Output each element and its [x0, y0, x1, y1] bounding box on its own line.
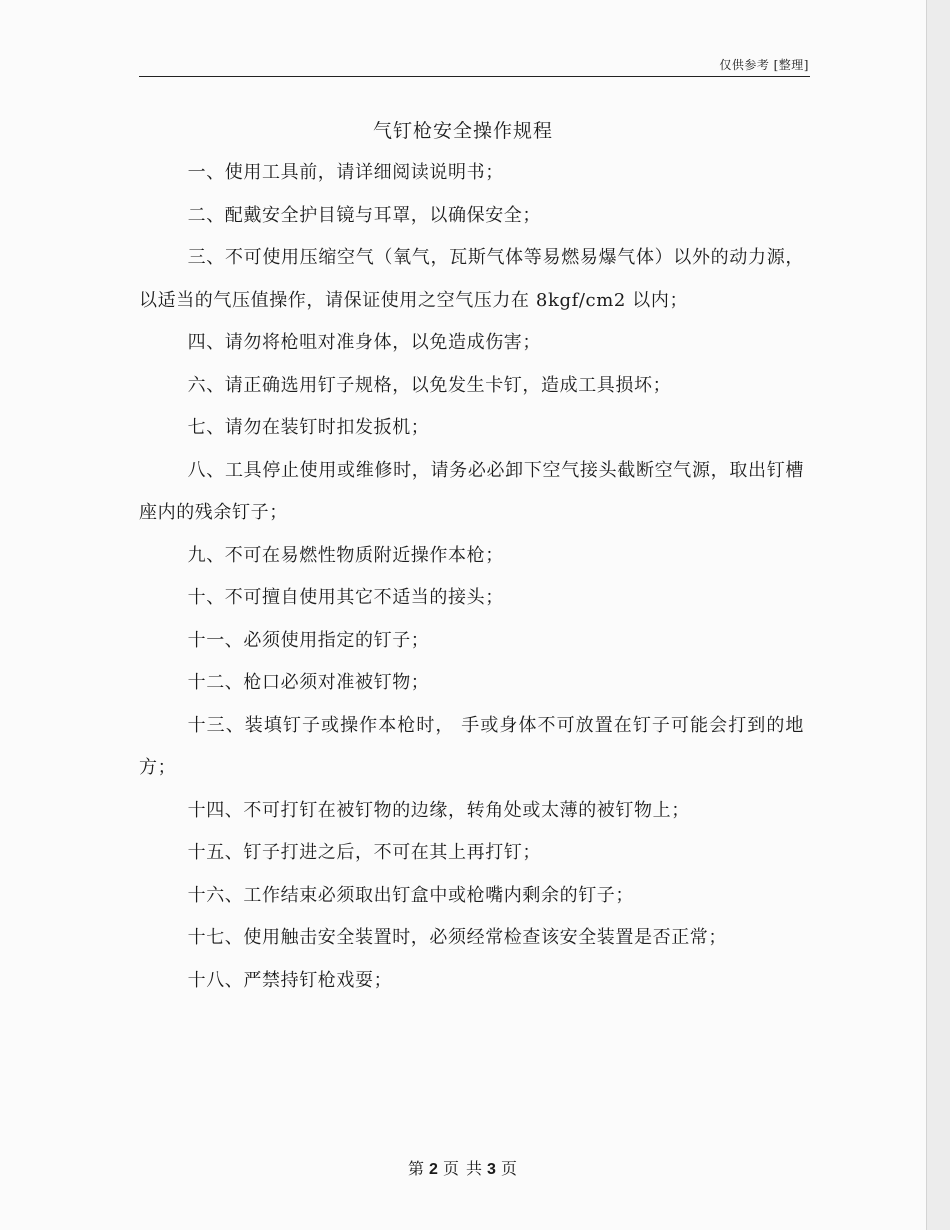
rule-item-6: 六、请正确选用钉子规格，以免发生卡钉，造成工具损坏； [187, 374, 672, 396]
rule-item-8: 八、工具停止使用或维修时，请务必必卸下空气接头截断空气源，取出钉槽座内的残余钉子； [139, 459, 804, 523]
footer-prefix: 第 [408, 1159, 426, 1178]
rule-item-9: 九、不可在易燃性物质附近操作本枪； [187, 544, 504, 566]
document-body [139, 152, 804, 1002]
rule-item-13: 十三、装填钉子或操作本枪时， 手或身体不可放置在钉子可能会打到的地方； [139, 714, 804, 778]
rule-item-15: 十五、钉子打进之后，不可在其上再打钉； [187, 842, 541, 863]
rule-item-14: 十四、不可打钉在被钉物的边缘，转角处或太薄的被钉物上； [187, 799, 690, 821]
footer-middle: 页 共 [442, 1159, 484, 1178]
header-divider [139, 76, 810, 77]
total-page-count: 3 [487, 1161, 497, 1178]
rule-item-4: 四、请勿将枪咀对准身体，以免造成伤害； [187, 332, 541, 353]
rule-item-2: 二、配戴安全护目镜与耳罩，以确保安全； [187, 204, 541, 226]
rule-item-7: 七、请勿在装钉时扣发扳机； [187, 417, 430, 438]
page-footer [0, 1156, 926, 1179]
header-note: 仅供参考 [整理] [719, 58, 809, 72]
rule-item-10: 十、不可擅自使用其它不适当的接头； [187, 587, 504, 608]
rule-item-17: 十七、使用触击安全装置时，必须经常检查该安全装置是否正常； [187, 927, 727, 948]
current-page-number: 2 [429, 1161, 439, 1178]
rule-item-16: 十六、工作结束必须取出钉盒中或枪嘴内剩余的钉子； [187, 884, 634, 906]
rule-item-1: 一、使用工具前，请详细阅读说明书； [187, 162, 504, 183]
rule-item-3: 三、不可使用压缩空气（氧气，瓦斯气体等易燃易爆气体）以外的动力源，以适当的气压值操作，请保证使用之空气压力在 8kgf/cm2 以内； [139, 247, 804, 311]
footer-suffix: 页 [500, 1159, 518, 1178]
rule-item-18: 十八、严禁持钉枪戏耍； [187, 969, 393, 991]
document-title: 气钉枪安全操作规程 [372, 120, 553, 142]
rule-item-11: 十一、必须使用指定的钉子； [187, 629, 430, 651]
rule-item-12: 十二、枪口必须对准被钉物； [187, 672, 430, 693]
